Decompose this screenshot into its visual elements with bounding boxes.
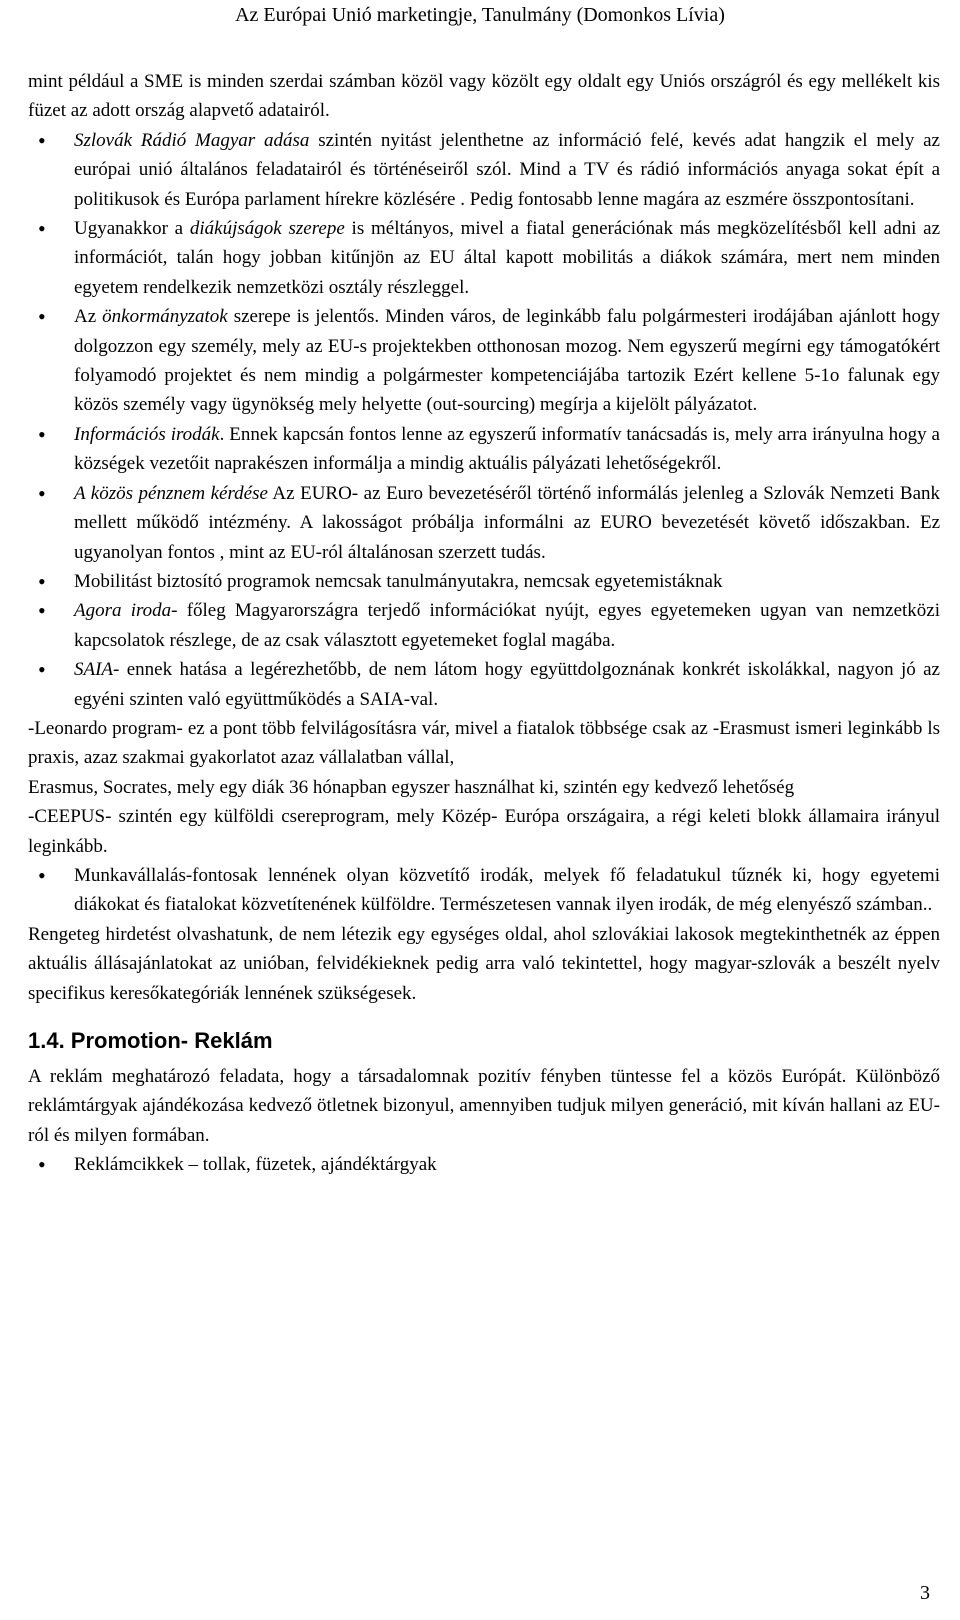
bullet-text: - ennek hatása a legérezhetőbb, de nem látom hogy együttdolgoznának konkrét iskolákkal, nagyon jó az egyéni szinten való együttműködés a SAIA-val. — [74, 659, 940, 710]
bullet-item — [28, 655, 940, 714]
ceepus-paragraph: -CEEPUS- szintén egy külföldi csereprogram, mely Közép- Európa országaira, a régi keleti blokk államaira irányul leginkább. — [28, 806, 940, 857]
bullet-item — [28, 126, 940, 214]
bullet-prefix: Ugyanakkor a — [74, 218, 190, 240]
bullet-prefix: Az — [74, 306, 103, 328]
promotion-paragraph: A reklám meghatározó feladata, hogy a társadalomnak pozitív fényben tüntesse fel a közös Európát. Különböző reklámtárgyak ajándékozása kedvező ötletnek bizonyul, amennyiben tudjuk milyen generáció, mit kíván hallani az EU-ról és milyen formában. — [28, 1066, 940, 1146]
bullet-item — [28, 596, 940, 655]
bullet-emphasis: Szlovák Rádió Magyar adása — [74, 129, 310, 151]
bullet-text: . Ennek kapcsán fontos lenne az egyszerű informatív tanácsadás is, mely arra irányulna hogy a községek vezetőit naprakészen informálja a mindig aktuális pályázati lehetőségekről. — [74, 423, 940, 475]
bullet-item — [28, 302, 940, 420]
bullet-emphasis: Információs irodák — [74, 423, 220, 445]
bullet-text: - főleg Magyarországra terjedő információkat nyújt, egyes egyetemeken ugyan van nemzetközi kapcsolatok részlege, de az csak választott egyetemeket foglal magába. — [74, 600, 940, 651]
job-ads-paragraph: Rengeteg hirdetést olvashatunk, de nem létezik egy egységes oldal, ahol szlovákiai lakosok megtekinthetnék az éppen aktuális állásajánlatokat az unióban, felvidékieknek pedig arra való tekintettel, hogy magyar-szlovák a beszélt nyelv specifikus keresőkategóriák lennének szükségesek. — [28, 923, 940, 1004]
bullet-emphasis: Agora iroda — [74, 600, 172, 622]
bullet-text: Az EURO- az Euro bevezetéséről történő informálás jelenleg a Szlovák Nemzeti Bank mellett működő intézmény. A lakosságot próbálja informálni az EURO bevezetését követő időszakban. Ez ugyanolyan fontos , mint az EU-ról általánosan szerzett tudás. — [74, 482, 940, 563]
leonardo-paragraph: -Leonardo program- ez a pont több felvilágosításra vár, mivel a fiatalok többsége csak az -Erasmust ismeri leginkább ls praxis, azaz szakmai gyakorlatot azaz vállalatban vállal, — [28, 717, 940, 769]
section-heading: 1.4. Promotion- Reklám — [28, 1028, 273, 1053]
bullet-emphasis: SAIA — [74, 659, 114, 681]
document-body — [28, 67, 940, 1180]
bullet-item: • Munkavállalás-fontosak lennének olyan közvetítő irodák, melyek fő feladatukul tűznék ki, hogy egyetemi diákokat és fiatalokat közvetítenének külföldre. Természetesen vannak ilyen irodák, de még elenyésző számban.. — [28, 861, 940, 920]
intro-paragraph: mint például a SME is minden szerdai számban közöl vagy közölt egy oldalt egy Uniós országról és egy mellékelt kis füzet az adott ország alapvető adatairól. — [28, 71, 940, 122]
bullet-text: szintén nyitást jelenthetne az információ felé, kevés adat hangzik el mely az európai unió általános feladatairól és történéseiről szól. Mind a TV és rádió információs anyaga sokat épít a politikusok és Európa parlament hírekre közlésére . Pedig fontosabb lenne magára az eszmére összpontosítani. — [74, 129, 940, 210]
bullet-item — [28, 567, 940, 596]
bullet-emphasis: diákújságok szerepe — [189, 218, 345, 240]
bullet-text: is méltányos, mivel a fiatal generációnak más megközelítésből kell adni az információt, talán hogy jobban kitűnjön az EU által kapott mobilitás a diákok számára, mert nem minden egyetem rendelkezik nemzetközi osztály részleggel. — [74, 218, 940, 298]
page-header: Az Európai Unió marketingje, Tanulmány (Domonkos Lívia) — [235, 4, 725, 26]
erasmus-paragraph: Erasmus, Socrates, mely egy diák 36 hónapban egyszer használhat ki, szintén egy kedvező lehetőség — [28, 776, 795, 798]
bullet-text: szerepe is jelentős. Minden város, de leginkább falu polgármesteri irodájában ajánlott hogy dolgozzon egy személy, mely az EU-s projektekben otthonosan mozog. Nem egyszerű megírni egy támogatókért folyamodó projektet és nem mindig a polgármester kompetenciájába tartozik Ezért kellene 5-1o falunak egy közös személy vagy ügynökség mely helyette (out-sourcing) megírja a kijelölt pályázatot. — [74, 306, 940, 416]
bullet-item — [28, 479, 940, 567]
bullet-text: Mobilitást biztosító programok nemcsak tanulmányutakra, nemcsak egyetemistáknak — [74, 570, 723, 592]
bullet-item — [28, 420, 940, 479]
page-number: 3 — [920, 1582, 930, 1604]
bullet-item: • Reklámcikkek – tollak, füzetek, ajándéktárgyak — [28, 1150, 940, 1179]
bullet-item — [28, 214, 940, 302]
bullet-emphasis: önkormányzatok — [102, 306, 228, 328]
bullet-emphasis: A közös pénznem kérdése — [74, 482, 268, 504]
